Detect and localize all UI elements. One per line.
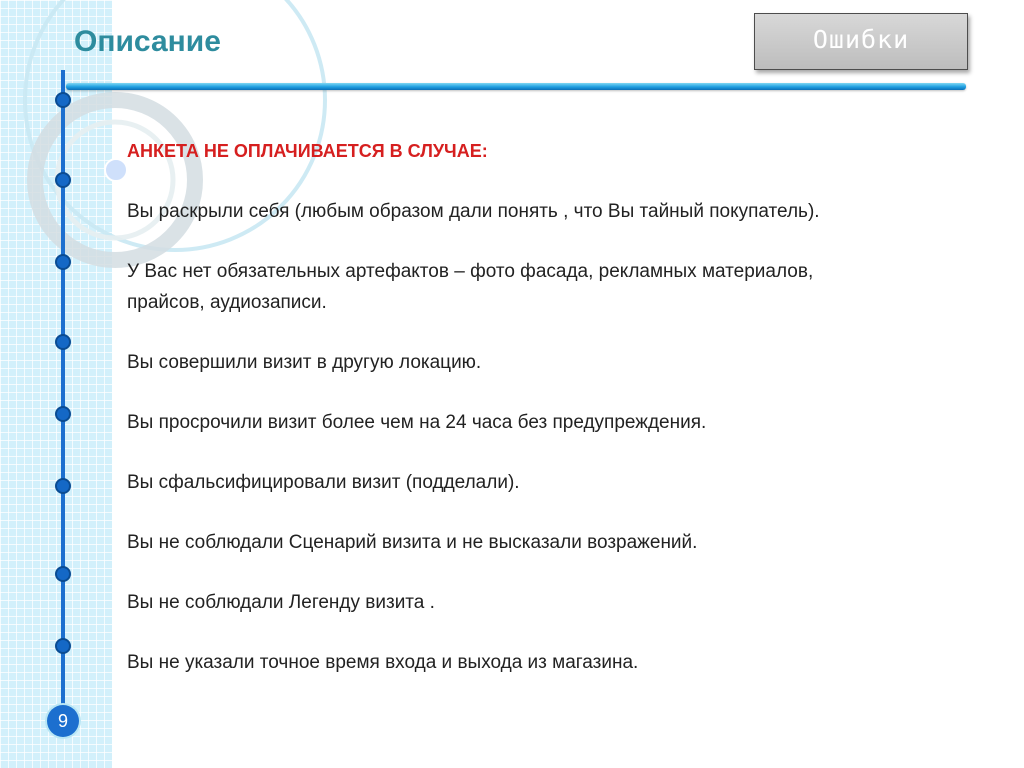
- errors-button-label: Ошибки: [812, 25, 910, 54]
- timeline-dot: [55, 406, 71, 422]
- timeline-dot: [55, 92, 71, 108]
- timeline-dot: [55, 334, 71, 350]
- errors-button[interactable]: [754, 13, 968, 70]
- list-item: Вы не соблюдали Легенду визита .: [127, 592, 435, 613]
- list-item: Вы просрочили визит более чем на 24 часа без предупреждения.: [127, 412, 707, 433]
- timeline-line: [61, 70, 65, 730]
- list-item: Вы раскрыли себя (любым образом дали понять , что Вы тайный покупатель).: [127, 201, 820, 222]
- list-item: Вы не указали точное время входа и выхода из магазина.: [127, 652, 639, 673]
- timeline-dot: [55, 172, 71, 188]
- main-content: [127, 136, 887, 707]
- list-item: Вы не соблюдали Сценарий визита и не высказали возражений.: [127, 532, 698, 553]
- timeline-dot: [55, 478, 71, 494]
- page-title: Описание: [74, 25, 221, 58]
- page-number-badge: 9: [47, 705, 79, 737]
- timeline-dot: [55, 566, 71, 582]
- content-heading: АНКЕТА НЕ ОПЛАЧИВАЕТСЯ В СЛУЧАЕ:: [127, 141, 488, 161]
- list-item: У Вас нет обязательных артефактов – фото фасада, рекламных материалов, прайсов, аудиозаписи.: [127, 261, 814, 313]
- timeline-dot: [55, 254, 71, 270]
- timeline-dot: [55, 638, 71, 654]
- list-item: Вы сфальсифицировали визит (подделали).: [127, 472, 520, 493]
- list-item: Вы совершили визит в другую локацию.: [127, 352, 482, 373]
- header-divider-bar: [66, 83, 966, 90]
